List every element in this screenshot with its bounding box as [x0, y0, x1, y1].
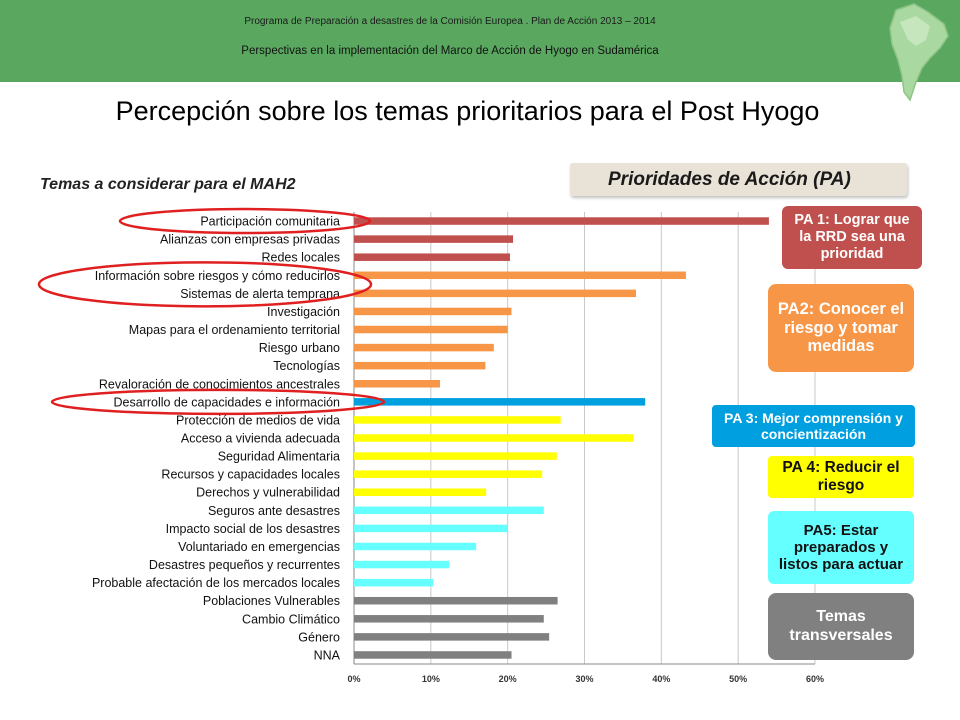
- bar: [354, 362, 485, 370]
- category-label: Probable afectación de los mercados locales: [91, 576, 340, 591]
- bar: [354, 235, 513, 243]
- category-label: Género: [298, 630, 340, 645]
- bar: [354, 344, 494, 352]
- bar: [354, 525, 508, 533]
- bar: [354, 452, 557, 460]
- category-label: Protección de medios de vida: [176, 413, 340, 428]
- bar: [354, 579, 433, 587]
- bar: [354, 398, 645, 406]
- x-tick-label: 30%: [575, 674, 594, 684]
- category-label: Impacto social de los desastres: [165, 521, 340, 536]
- bar: [354, 380, 440, 388]
- category-label: Seguros ante desastres: [207, 503, 340, 518]
- pa-box-pa5: [768, 511, 914, 584]
- category-label: Desastres pequeños y recurrentes: [148, 558, 340, 573]
- category-label: Riesgo urbano: [258, 341, 340, 356]
- x-tick-label: 20%: [498, 674, 517, 684]
- category-label: Redes locales: [261, 250, 340, 265]
- bar: [354, 543, 476, 551]
- category-label: Desarrollo de capacidades e información: [113, 395, 340, 410]
- pa-box-label: PA 3: Mejor comprensión y concientización: [724, 409, 903, 442]
- pa-box-label: PA5: Estar preparados y listos para actuar: [778, 521, 904, 574]
- pa-box-label: PA 4: Reducir el riesgo: [782, 459, 900, 494]
- bar: [354, 290, 636, 298]
- bar: [354, 651, 512, 659]
- bar: [354, 597, 558, 605]
- category-label: Seguridad Alimentaria: [217, 449, 340, 464]
- category-label: Derechos y vulnerabilidad: [196, 485, 340, 500]
- bar: [354, 253, 510, 261]
- pa-box-label: PA2: Conocer el riesgo y tomar medidas: [777, 299, 905, 356]
- header-subtitle: Perspectivas en la implementación del Marco de Acción de Hyogo en Sudamérica: [241, 45, 659, 57]
- category-label: Tecnologías: [273, 359, 340, 374]
- x-tick-label: 40%: [652, 674, 671, 684]
- pa-box-transversal: [768, 593, 914, 660]
- bar: [354, 470, 542, 478]
- pa-box-label: PA 1: Lograr que la RRD sea una prioridad: [794, 212, 910, 262]
- category-label: Acceso a vivienda adecuada: [180, 431, 340, 446]
- x-tick-label: 60%: [805, 674, 825, 684]
- category-label: Investigación: [267, 304, 340, 319]
- category-label: Mapas para el ordenamiento territorial: [128, 323, 340, 338]
- bar: [354, 488, 486, 496]
- bar: [354, 633, 549, 641]
- bar: [354, 326, 508, 334]
- page-title: Percepción sobre los temas prioritarios para el Post Hyogo: [115, 96, 820, 126]
- category-label: Alianzas con empresas privadas: [160, 232, 340, 247]
- pa-heading-label: Prioridades de Acción (PA): [608, 169, 851, 190]
- x-tick-label: 0%: [347, 674, 361, 684]
- pa-box-pa4: [768, 456, 914, 498]
- category-label: Recursos y capacidades locales: [161, 467, 340, 482]
- category-label: Sistemas de alerta temprana: [180, 286, 340, 301]
- bar: [354, 416, 561, 424]
- bar: [354, 217, 769, 225]
- bar: [354, 561, 449, 569]
- category-label: Cambio Climático: [242, 612, 340, 627]
- bar: [354, 308, 512, 316]
- pa-box-pa1: [782, 206, 922, 269]
- pa-box-pa3: [712, 405, 915, 447]
- category-label: Revaloración de conocimientos ancestrales: [98, 377, 340, 392]
- program-title: Programa de Preparación a desastres de la Comisión Europea . Plan de Acción 2013 – 2014: [244, 16, 656, 27]
- bar: [354, 434, 634, 442]
- bar: [354, 615, 544, 623]
- category-label: Voluntariado en emergencias: [178, 539, 340, 554]
- category-label: Información sobre riesgos y cómo reducirlos: [94, 268, 340, 283]
- x-tick-label: 50%: [729, 674, 748, 684]
- bar: [354, 272, 686, 280]
- category-label: NNA: [313, 648, 340, 663]
- chart-heading: Temas a considerar para el MAH2: [40, 176, 296, 193]
- bar: [354, 507, 544, 515]
- pa-box-pa2: [768, 284, 914, 372]
- x-tick-label: 10%: [421, 674, 440, 684]
- category-label: Poblaciones Vulnerables: [202, 594, 340, 609]
- category-label: Participación comunitaria: [200, 214, 340, 229]
- pa-box-label: Temas transversales: [789, 608, 893, 644]
